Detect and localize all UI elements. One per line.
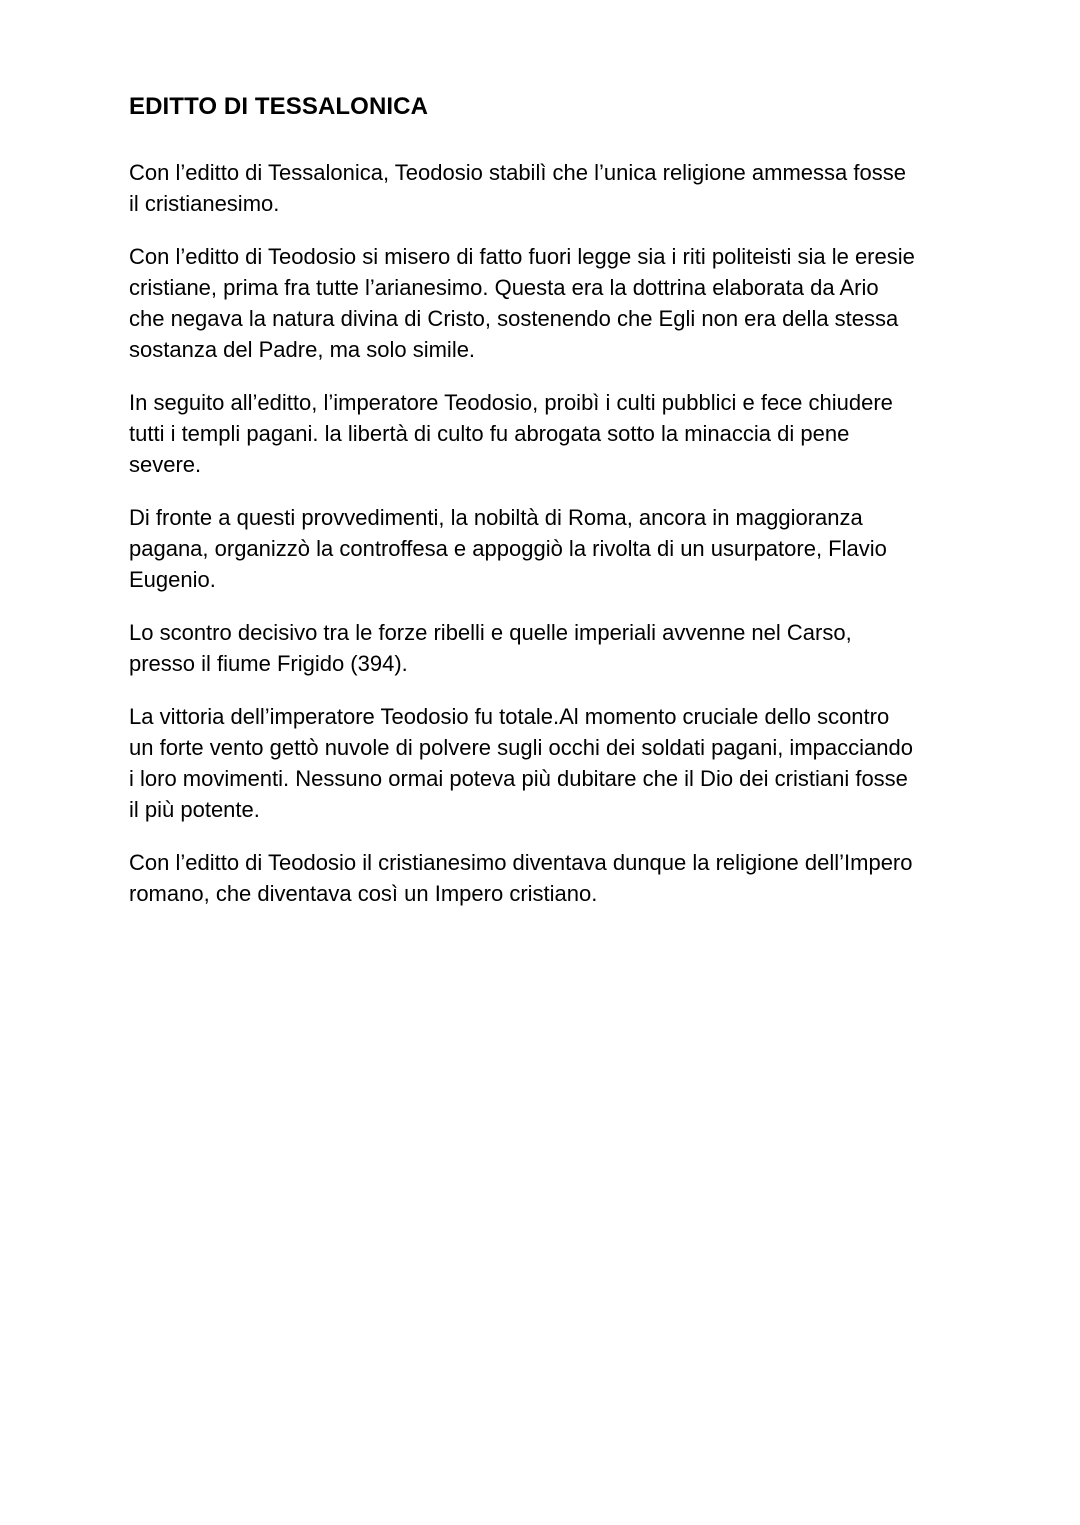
paragraph: [129, 241, 989, 365]
paragraph: [129, 387, 989, 480]
document-body: [129, 157, 989, 931]
text-line: presso il fiume Frigido (394).: [129, 651, 408, 676]
text-line: il più potente.: [129, 797, 260, 822]
text-line: pagana, organizzò la controffesa e appoggiò la rivolta di un usurpatore, Flavio: [129, 536, 887, 561]
text-line: i loro movimenti. Nessuno ormai poteva più dubitare che il Dio dei cristiani fosse: [129, 766, 908, 791]
text-line: La vittoria dell’imperatore Teodosio fu totale.Al momento cruciale dello scontro: [129, 704, 890, 729]
text-line: il cristianesimo.: [129, 191, 280, 216]
paragraph: [129, 617, 989, 679]
text-line: che negava la natura divina di Cristo, sostenendo che Egli non era della stessa: [129, 306, 899, 331]
text-line: Con l’editto di Tessalonica, Teodosio stabilì che l’unica religione ammessa fosse: [129, 160, 906, 185]
text-line: In seguito all’editto, l’imperatore Teodosio, proibì i culti pubblici e fece chiudere: [129, 390, 893, 415]
text-line: Con l’editto di Teodosio si misero di fatto fuori legge sia i riti politeisti sia le eresie: [129, 244, 915, 269]
text-line: tutti i templi pagani. la libertà di culto fu abrogata sotto la minaccia di pene: [129, 421, 850, 446]
paragraph: [129, 847, 989, 909]
text-line: sostanza del Padre, ma solo simile.: [129, 337, 476, 362]
paragraph: [129, 502, 989, 595]
paragraph: [129, 157, 989, 219]
text-line: Di fronte a questi provvedimenti, la nobiltà di Roma, ancora in maggioranza: [129, 505, 863, 530]
text-line: Lo scontro decisivo tra le forze ribelli e quelle imperiali avvenne nel Carso,: [129, 620, 852, 645]
text-line: cristiane, prima fra tutte l’arianesimo. Questa era la dottrina elaborata da Ario: [129, 275, 879, 300]
paragraph: [129, 701, 989, 825]
text-line: Eugenio.: [129, 567, 216, 592]
text-line: severe.: [129, 452, 202, 477]
text-line: romano, che diventava così un Impero cristiano.: [129, 881, 598, 906]
page-title: EDITTO DI TESSALONICA: [129, 93, 429, 120]
text-line: un forte vento gettò nuvole di polvere sugli occhi dei soldati pagani, impacciando: [129, 735, 913, 760]
text-line: Con l’editto di Teodosio il cristianesimo diventava dunque la religione dell’Impero: [129, 850, 913, 875]
